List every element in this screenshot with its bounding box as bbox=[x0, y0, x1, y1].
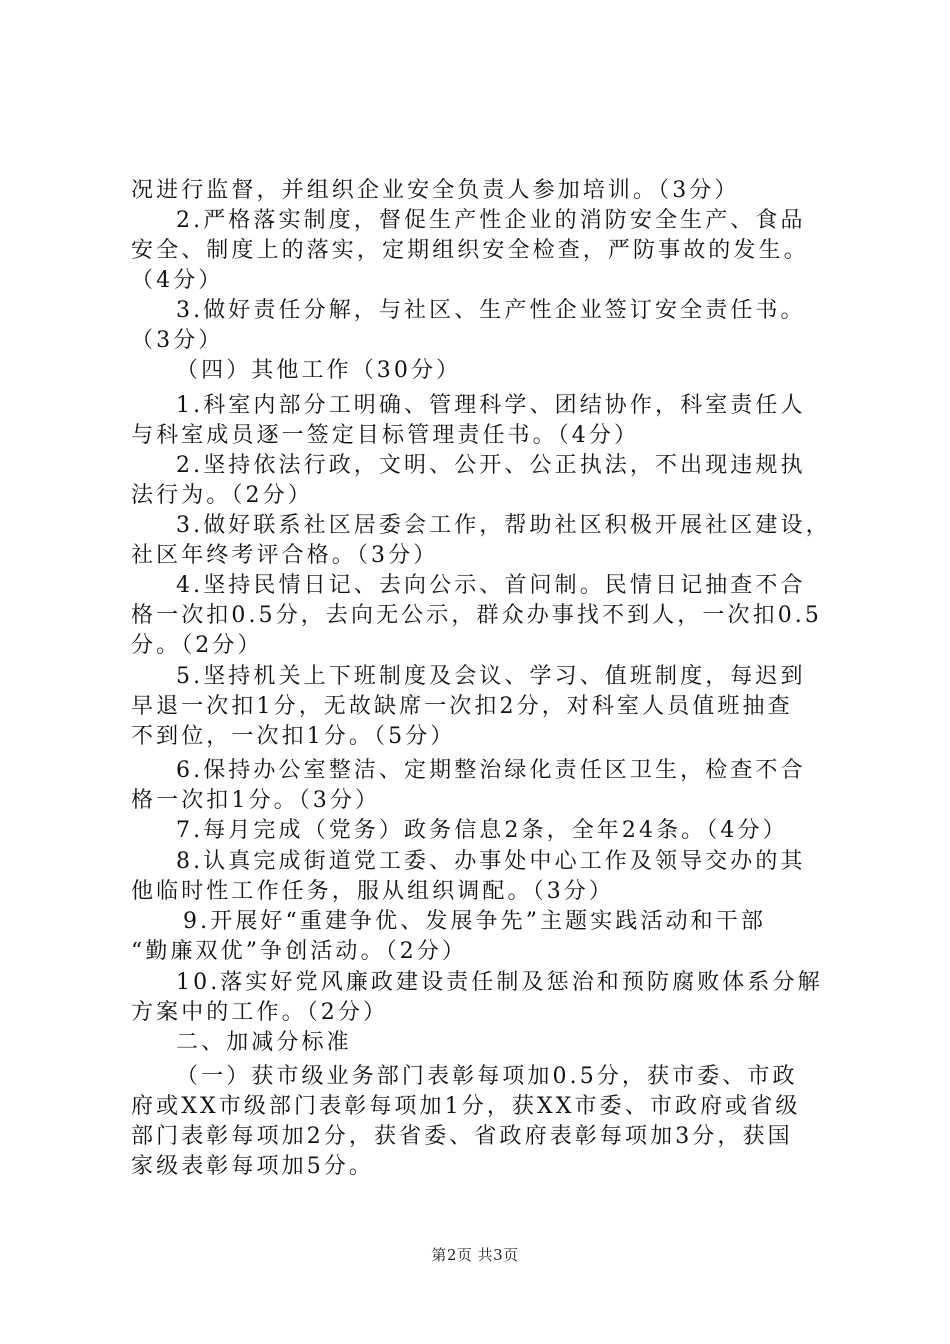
text-line: 6.保持办公室整洁、定期整治绿化责任区卫生，检查不合 bbox=[176, 758, 806, 783]
text-line: “勤廉双优”争创活动。（2分） bbox=[131, 939, 467, 964]
text-line: 1.科室内部分工明确、管理科学、团结协作，科室责任人 bbox=[176, 393, 806, 418]
text-line: 2.坚持依法行政，文明、公开、公正执法，不出现违规执 bbox=[176, 453, 806, 478]
text-line: 不到位，一次扣1分。（5分） bbox=[131, 724, 456, 749]
text-line: 9.开展好“重建争优、发展争先”主题实践活动和干部 bbox=[183, 909, 766, 934]
text-line: 安全、制度上的落实，定期组织安全检查，严防事故的发生。 bbox=[131, 238, 809, 263]
text-line: （4分） bbox=[131, 268, 224, 293]
text-line: 早退一次扣1分，无故缺席一次扣2分，对科室人员值班抽查 bbox=[131, 694, 793, 719]
text-line: 分。（2分） bbox=[131, 633, 263, 658]
section-heading: 二、加减分标准 bbox=[176, 1030, 352, 1055]
text-line: （一）获市级业务部门表彰每项加0.5分，获市委、市政 bbox=[176, 1064, 798, 1089]
text-line: 4.坚持民情日记、去向公示、首问制。民情日记抽查不合 bbox=[176, 573, 806, 598]
text-line: 2.严格落实制度，督促生产性企业的消防安全生产、食品 bbox=[176, 208, 806, 233]
text-line: 格一次扣0.5分，去向无公示，群众办事找不到人，一次扣0.5 bbox=[131, 603, 822, 628]
text-line: 5.坚持机关上下班制度及会议、学习、值班制度，每迟到 bbox=[176, 664, 806, 689]
text-line: 况进行监督，并组织企业安全负责人参加培训。（3分） bbox=[131, 178, 740, 203]
text-line: （3分） bbox=[131, 328, 224, 353]
text-line: 府或XX市级部门表彰每项加1分，获XX市委、市政府或省级 bbox=[131, 1094, 801, 1119]
text-line: 8.认真完成街道党工委、办事处中心工作及领导交办的其 bbox=[176, 849, 806, 874]
text-line: 3.做好责任分解，与社区、生产性企业签订安全责任书。 bbox=[176, 298, 806, 323]
text-line: 方案中的工作。（2分） bbox=[131, 1000, 389, 1025]
text-line: 社区年终考评合格。（3分） bbox=[131, 543, 439, 568]
text-line: 3.做好联系社区居委会工作，帮助社区积极开展社区建设， bbox=[176, 513, 831, 538]
text-line: 他临时性工作任务，服从组织调配。（3分） bbox=[131, 879, 614, 904]
section-heading: （四）其他工作（30分） bbox=[176, 358, 462, 383]
text-line: 7.每月完成（党务）政务信息2条，全年24条。（4分） bbox=[176, 818, 788, 843]
text-line: 10.落实好党风廉政建设责任制及惩治和预防腐败体系分解 bbox=[176, 970, 823, 995]
text-line: 与科室成员逐一签定目标管理责任书。（4分） bbox=[131, 423, 640, 448]
text-line: 家级表彰每项加5分。 bbox=[131, 1154, 374, 1179]
text-line: 部门表彰每项加2分，获省委、省政府表彰每项加3分，获国 bbox=[131, 1124, 793, 1149]
text-line: 格一次扣1分。（3分） bbox=[131, 788, 381, 813]
text-line: 法行为。（2分） bbox=[131, 483, 313, 508]
page-number-footer: 第2页 共3页 bbox=[431, 1246, 519, 1264]
